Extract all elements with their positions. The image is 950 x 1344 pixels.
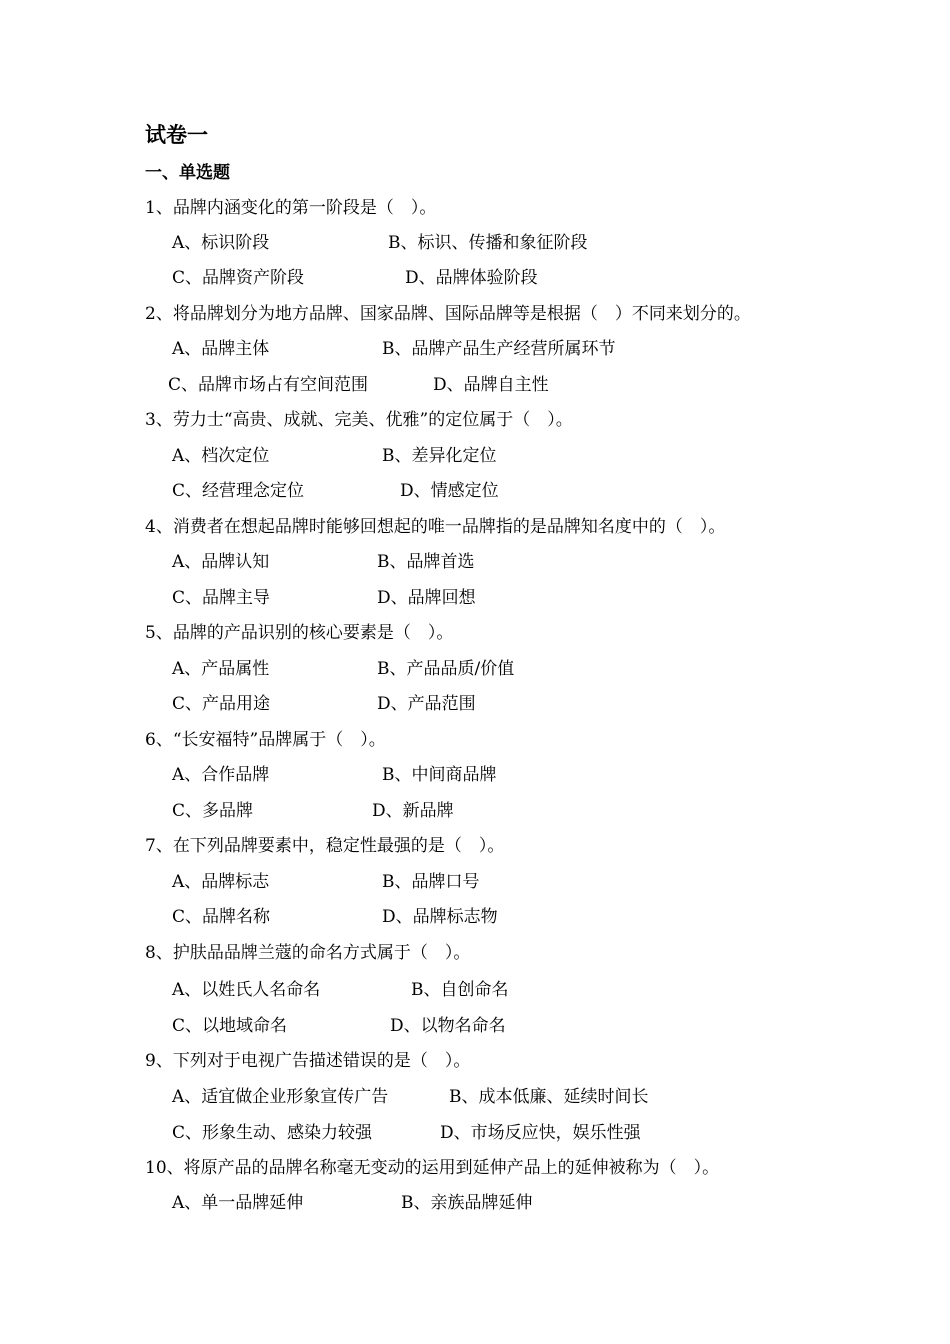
option-d: D、产品范围 — [377, 694, 476, 714]
section-heading: 一、单选题 — [145, 163, 230, 183]
option-c: C、经营理念定位 — [172, 481, 305, 501]
option-a: A、合作品牌 — [172, 765, 270, 785]
option-d: D、品牌体验阶段 — [405, 268, 538, 288]
option-d: D、品牌自主性 — [433, 375, 549, 395]
option-c: C、以地域命名 — [172, 1016, 288, 1036]
option-d: D、品牌标志物 — [382, 907, 498, 927]
option-a: A、档次定位 — [172, 446, 270, 466]
option-d: D、以物名命名 — [390, 1016, 506, 1036]
option-a: A、品牌认知 — [172, 552, 270, 572]
question-text: 3、劳力士“高贵、成就、完美、优雅”的定位属于（ ）。 — [145, 410, 573, 430]
option-c: C、多品牌 — [172, 801, 254, 821]
option-b: B、品牌首选 — [377, 552, 475, 572]
question-text: 5、品牌的产品识别的核心要素是（ ）。 — [145, 623, 454, 643]
option-a: A、以姓氏人名命名 — [172, 980, 321, 1000]
exam-title: 试卷一 — [145, 123, 208, 147]
option-b: B、亲族品牌延伸 — [401, 1193, 533, 1213]
question-text: 4、消费者在想起品牌时能够回想起的唯一品牌指的是品牌知名度中的（ ）。 — [145, 517, 726, 537]
option-b: B、成本低廉、延续时间长 — [449, 1087, 649, 1107]
option-b: B、产品品质/价值 — [377, 659, 515, 679]
option-d: D、情感定位 — [400, 481, 499, 501]
option-a: A、品牌主体 — [172, 339, 270, 359]
option-d: D、新品牌 — [372, 801, 454, 821]
question-text: 6、“长安福特”品牌属于（ ）。 — [145, 730, 386, 750]
option-a: A、适宜做企业形象宣传广告 — [172, 1087, 389, 1107]
option-d: D、品牌回想 — [377, 588, 476, 608]
option-c: C、品牌资产阶段 — [172, 268, 305, 288]
option-b: B、差异化定位 — [382, 446, 497, 466]
question-text: 2、将品牌划分为地方品牌、国家品牌、国际品牌等是根据（ ）不同来划分的。 — [145, 304, 751, 324]
option-a: A、标识阶段 — [172, 233, 270, 253]
question-text: 8、护肤品品牌兰蔻的命名方式属于（ ）。 — [145, 943, 471, 963]
option-c: C、品牌市场占有空间范围 — [168, 375, 369, 395]
option-b: B、品牌口号 — [382, 872, 480, 892]
option-b: B、品牌产品生产经营所属环节 — [382, 339, 616, 359]
option-c: C、品牌主导 — [172, 588, 271, 608]
option-c: C、形象生动、感染力较强 — [172, 1123, 373, 1143]
question-text: 10、将原产品的品牌名称毫无变动的运用到延伸产品上的延伸被称为（ ）。 — [145, 1158, 720, 1178]
option-a: A、单一品牌延伸 — [172, 1193, 304, 1213]
question-text: 1、品牌内涵变化的第一阶段是（ ）。 — [145, 198, 437, 218]
option-a: A、品牌标志 — [172, 872, 270, 892]
option-c: C、品牌名称 — [172, 907, 271, 927]
option-b: B、自创命名 — [411, 980, 509, 1000]
question-text: 7、在下列品牌要素中，稳定性最强的是（ ）。 — [145, 836, 505, 856]
option-b: B、中间商品牌 — [382, 765, 497, 785]
question-text: 9、下列对于电视广告描述错误的是（ ）。 — [145, 1051, 471, 1071]
option-a: A、产品属性 — [172, 659, 270, 679]
option-b: B、标识、传播和象征阶段 — [388, 233, 588, 253]
option-d: D、市场反应快，娱乐性强 — [440, 1123, 641, 1143]
option-c: C、产品用途 — [172, 694, 271, 714]
